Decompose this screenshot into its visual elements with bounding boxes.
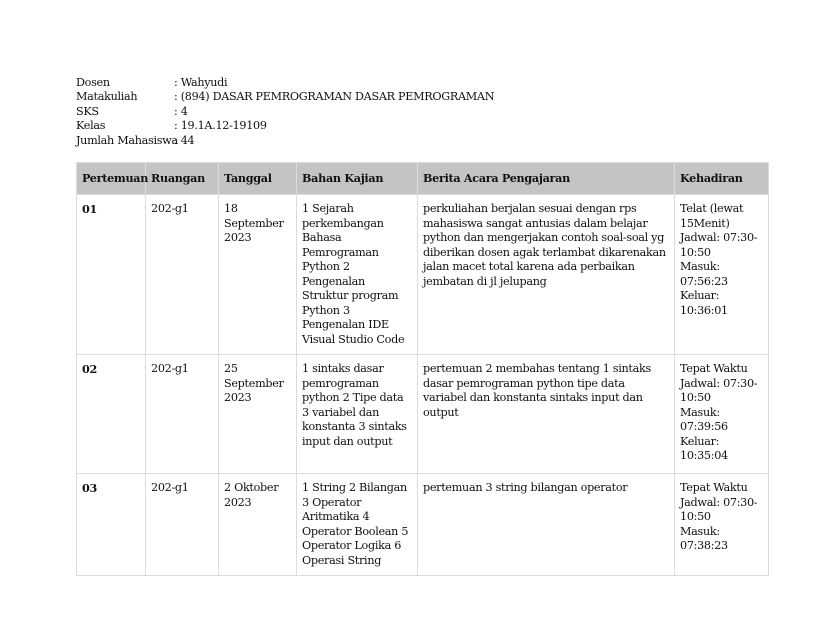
info-value: : 44: [174, 133, 195, 147]
header-ruangan: Ruangan: [146, 163, 219, 195]
kehadiran-status: Telat (lewat 15Menit): [680, 202, 744, 230]
table-row: [77, 355, 769, 474]
kehadiran-keluar: Keluar: 10:35:04: [680, 434, 728, 462]
attendance-table: [76, 162, 769, 576]
kehadiran-status: Tepat Waktu: [680, 362, 748, 375]
cell-bahan-kajian: 1 String 2 Bilangan 3 Operator Aritmatika 4 Operator Boolean 5 Operator Logika 6 Operasi String: [297, 474, 418, 576]
kehadiran-status: Tepat Waktu: [680, 481, 748, 494]
info-value: : 19.1A.12-19109: [174, 119, 267, 133]
header-tanggal: Tanggal: [219, 163, 297, 195]
header-pertemuan: Pertemuan: [77, 163, 146, 195]
kehadiran-masuk: Masuk: 07:39:56: [680, 405, 728, 433]
cell-pertemuan: 01: [77, 195, 146, 355]
info-row-matakuliah: [76, 90, 494, 104]
cell-tanggal: 18 September 2023: [219, 195, 297, 355]
info-label: Jumlah Mahasiswa: [76, 133, 178, 147]
cell-berita-acara: pertemuan 2 membahas tentang 1 sintaks dasar pemrograman python tipe data variabel dan konstanta sintaks input dan output: [418, 355, 675, 474]
kehadiran-masuk: Masuk: 07:56:23: [680, 260, 728, 288]
cell-ruangan: 202-g1: [146, 195, 219, 355]
info-label: Kelas: [76, 119, 106, 133]
cell-bahan-kajian: 1 Sejarah perkembangan Bahasa Pemrograman Python 2 Pengenalan Struktur program Python 3 Pengenalan IDE Visual Studio Code: [297, 195, 418, 355]
info-row-dosen: [76, 76, 494, 90]
kehadiran-masuk: Masuk: 07:38:23: [680, 524, 728, 552]
cell-pertemuan: 03: [77, 474, 146, 576]
cell-tanggal: 2 Oktober 2023: [219, 474, 297, 576]
cell-kehadiran: [675, 474, 769, 576]
header-berita-acara: Berita Acara Pengajaran: [418, 163, 675, 195]
cell-pertemuan: 02: [77, 355, 146, 474]
info-value: : 4: [174, 104, 188, 118]
info-row-jumlah-mahasiswa: [76, 134, 494, 148]
cell-berita-acara: perkuliahan berjalan sesuai dengan rps mahasiswa sangat antusias dalam belajar python dan mengerjakan contoh soal-soal yg diberikan dosen agak terlambat dikarenakan jalan macet total karena ada perbaikan jembatan di jl jelupang: [418, 195, 675, 355]
kehadiran-jadwal: Jadwal: 07:30-10:50: [680, 495, 758, 523]
kehadiran-jadwal: Jadwal: 07:30-10:50: [680, 231, 758, 259]
info-label: Matakuliah: [76, 90, 138, 104]
table-row: [77, 474, 769, 576]
info-row-sks: [76, 105, 494, 119]
cell-berita-acara: pertemuan 3 string bilangan operator: [418, 474, 675, 576]
kehadiran-keluar: Keluar: 10:36:01: [680, 289, 728, 317]
info-row-kelas: [76, 119, 494, 133]
cell-kehadiran: [675, 195, 769, 355]
header-kehadiran: Kehadiran: [675, 163, 769, 195]
info-value: : Wahyudi: [174, 76, 228, 89]
cell-bahan-kajian: 1 sintaks dasar pemrograman python 2 Tipe data 3 variabel dan konstanta 3 sintaks input dan output: [297, 355, 418, 474]
cell-tanggal: 25 September 2023: [219, 355, 297, 474]
cell-ruangan: 202-g1: [146, 355, 219, 474]
kehadiran-jadwal: Jadwal: 07:30-10:50: [680, 376, 758, 404]
info-label: SKS: [76, 104, 99, 118]
cell-ruangan: 202-g1: [146, 474, 219, 576]
table-header-row: [77, 163, 769, 195]
header-bahan-kajian: Bahan Kajian: [297, 163, 418, 195]
cell-kehadiran: [675, 355, 769, 474]
course-info: [76, 76, 494, 148]
table-row: [77, 195, 769, 355]
info-value: : (894) DASAR PEMROGRAMAN DASAR PEMROGRAMAN: [174, 90, 495, 104]
info-label: Dosen: [76, 76, 110, 89]
